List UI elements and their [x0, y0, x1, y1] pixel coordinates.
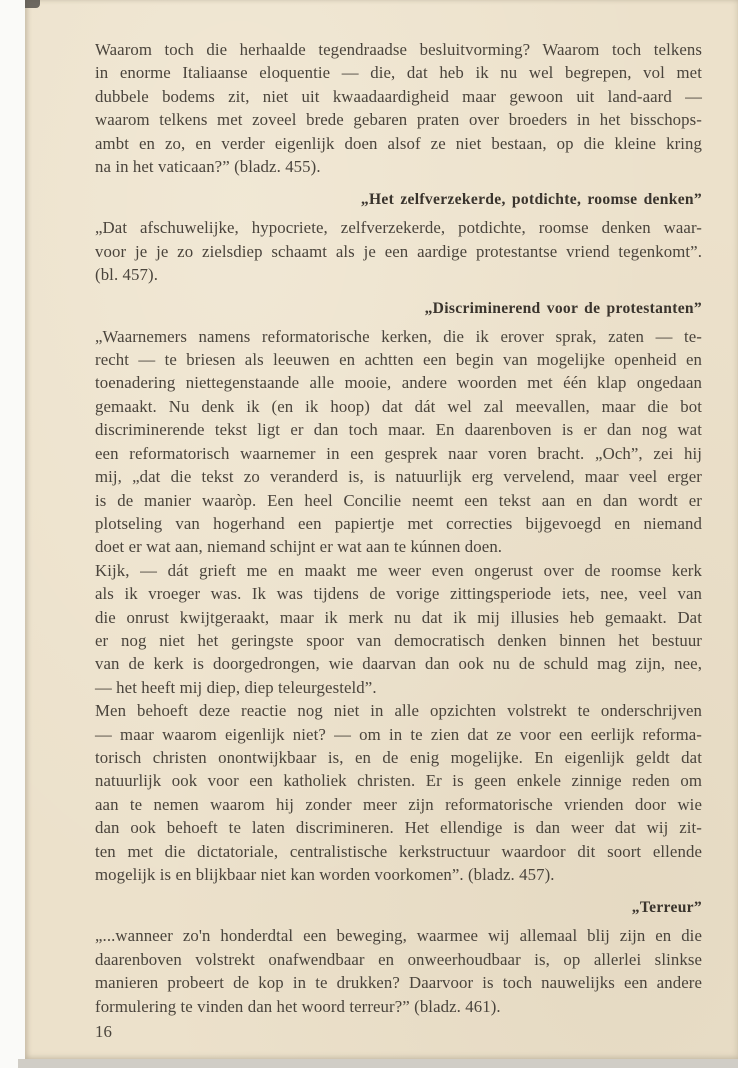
text-line: na in het vaticaan?” (bladz. 455). [95, 157, 321, 177]
text-line: in enorme Italiaanse eloquentie — die, dat heb ik nu wel begrepen, vol met [95, 63, 702, 83]
page-text [95, 38, 702, 1043]
text-line: natuurlijk ook voor een katholiek christen. Er is geen enkele zinnige reden om [95, 771, 702, 791]
text-line: Waarom toch die herhaalde tegendraadse besluitvorming? Waarom toch telkens [95, 40, 702, 59]
book-page [25, 0, 738, 1059]
paragraph [95, 699, 702, 886]
text-line: formulering te vinden dan het woord terreur?” (bladz. 461). [95, 996, 501, 1016]
text-line: toenadering niettegenstaande alle mooie, andere woorden met één klap ongedaan [95, 373, 702, 393]
paragraph [95, 559, 702, 699]
text-line: manieren probeert de kop in te drukken? Daarvoor is toch nauwelijks een andere [95, 973, 702, 993]
scan-left-margin [0, 0, 25, 1068]
text-line: van de kerk is doorgedrongen, wie daarvan dan ook nu de schuld mag zijn, nee, [95, 654, 702, 674]
paragraph [95, 216, 702, 286]
text-line: — maar waarom eigenlijk niet? — om in te zien dat ze voor een eerlijk reforma- [95, 724, 702, 744]
text-line: Men behoeft deze reactie nog niet in alle opzichten volstrekt te onderschrijven [95, 701, 702, 721]
text-line: (bl. 457). [95, 265, 158, 285]
text-line: plotseling van hogerhand een papiertje met correcties bijgevoegd en niemand [95, 513, 702, 533]
text-line: gemaakt. Nu denk ik (en ik hoop) dat dát wel zal meevallen, maar die bot [95, 396, 702, 416]
text-line: er nog niet het geringste spoor van democratisch denken binnen het bestuur [95, 630, 702, 650]
text-line: „...wanneer zo'n honderdtal een beweging, waarmee wij allemaal blij zijn en die [95, 926, 702, 946]
text-line: waarom telkens met zoveel brede gebaren praten over broeders in het bisschops- [95, 110, 702, 130]
text-line: Kijk, — dát grieft me en maakt me weer even ongerust over de roomse kerk [95, 560, 702, 580]
section-heading: „Het zelfverzekerde, potdichte, roomse denken” [360, 191, 702, 209]
text-line: recht — te briesen als leeuwen en achtten een begin van mogelijke openheid en [95, 350, 702, 370]
text-line: dubbele bodems zit, niet uit kwaadaardigheid maar gewoon uit land-aard — [95, 86, 702, 106]
text-line: discriminerende tekst ligt er dan toch maar. En daarenboven is er dan nog wat [95, 420, 702, 440]
paragraph [95, 38, 702, 178]
text-line: aan te nemen waarom hij zonder meer zijn reformatorische vrienden door wie [95, 794, 702, 814]
text-line: is de manier waaròp. Een heel Concilie neemt een tekst aan en dan wordt er [95, 490, 702, 510]
text-line: voor je je zo zielsdiep schaamt als je een aardige protestantse vriend tegenkomt”. [95, 241, 702, 261]
text-line: „Waarnemers namens reformatorische kerken, die ik erover sprak, zaten — te- [95, 326, 702, 346]
scan-bottom-edge [18, 1059, 738, 1068]
text-line: daarenboven volstrekt onafwendbaar en onweerhoudbaar is, op allerlei slinkse [95, 949, 702, 969]
text-line: mogelijk is en blijkbaar niet kan worden voorkomen”. (bladz. 457). [95, 865, 555, 884]
text-line: als ik vroeger was. Ik was tijdens de vorige zittingsperiode iets, nee, veel van [95, 584, 702, 604]
paragraph [95, 325, 702, 559]
text-line: mij, „dat die tekst zo veranderd is, is natuurlijk erg vervelend, maar veel erger [95, 467, 702, 487]
paragraph [95, 924, 702, 1018]
section-heading: „Terreur” [631, 899, 702, 917]
text-line: dan ook behoeft te laten discrimineren. Het ellendige is dan weer dat wij zit- [95, 818, 702, 838]
text-line: ambt en zo, en verder eigenlijk doen alsof ze niet bestaan, op die kleine kring [95, 133, 702, 153]
text-line: — het heeft mij diep, diep teleurgesteld”. [95, 677, 377, 697]
text-line: doet er wat aan, niemand schijnt er wat aan te kúnnen doen. [95, 537, 503, 557]
page-number: 16 [95, 1022, 112, 1042]
page-corner-mark [25, 0, 40, 8]
text-line: ten met die dictatoriale, centralistische kerkstructuur waardoor dit soort ellende [95, 841, 702, 861]
text-line: een reformatorisch waarnemer in een gesprek naar voren bracht. „Och”, zei hij [95, 443, 702, 463]
section-heading: „Discriminerend voor de protestanten” [424, 299, 702, 317]
text-line: torisch christen onontwijkbaar is, en de enig mogelijke. En eigenlijk geldt dat [95, 747, 702, 767]
text-line: „Dat afschuwelijke, hypocriete, zelfverzekerde, potdichte, roomse denken waar- [95, 218, 702, 238]
text-line: die onrust kwijtgeraakt, maar ik merk nu dat ik mij illusies heb gemaakt. Dat [95, 607, 702, 627]
